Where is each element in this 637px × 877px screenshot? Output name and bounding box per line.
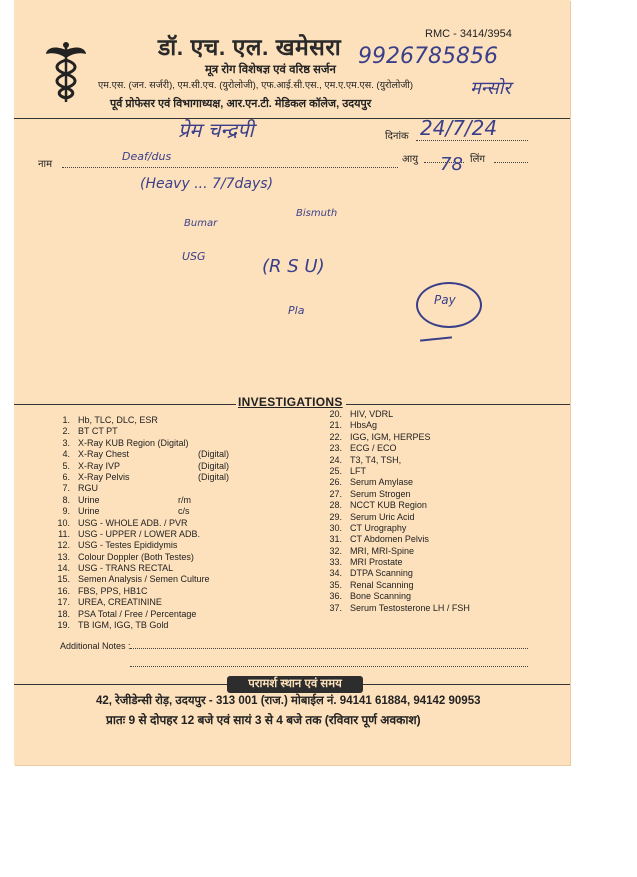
list-item: 30. CT Urography bbox=[329, 522, 407, 533]
sex-line bbox=[494, 162, 528, 163]
notes-line-1 bbox=[130, 648, 528, 649]
rmc-number: RMC - 3414/3954 bbox=[425, 28, 512, 40]
handwritten-age: 78 bbox=[440, 154, 463, 175]
handwritten-note-5: (R S U) bbox=[262, 256, 325, 277]
handwritten-note-4: USG bbox=[182, 250, 206, 263]
handwritten-note-6: Pla bbox=[288, 304, 305, 317]
list-item: 12. USG - Testes Epididymis bbox=[57, 540, 178, 551]
list-item: 14. USG - TRANS RECTAL bbox=[57, 563, 174, 574]
list-item: 34. DTPA Scanning bbox=[329, 568, 413, 579]
handwritten-place: मन्सोर bbox=[470, 78, 511, 99]
list-item: 9. Urine c/s bbox=[62, 506, 190, 517]
list-item: 36. Bone Scanning bbox=[329, 591, 412, 602]
notes-line-2 bbox=[130, 666, 528, 667]
sex-label: लिंग bbox=[470, 154, 485, 165]
list-item: 15. Semen Analysis / Semen Culture bbox=[57, 574, 210, 585]
list-item: 2. BT CT PT bbox=[62, 426, 118, 437]
list-item: 26. Serum Amylase bbox=[329, 477, 414, 488]
investigations-right-list bbox=[322, 409, 470, 614]
list-item: 7. RGU bbox=[62, 483, 98, 494]
list-item: 19. TB IGM, IGG, TB Gold bbox=[57, 620, 169, 631]
list-item: 31. CT Abdomen Pelvis bbox=[329, 534, 429, 545]
list-item: 32. MRI, MRI-Spine bbox=[329, 545, 415, 556]
list-item: 17. UREA, CREATININE bbox=[57, 597, 162, 608]
handwritten-note-3: Bumar bbox=[184, 218, 218, 229]
footer-rule-right bbox=[363, 684, 570, 685]
investigations-left-list bbox=[50, 415, 230, 631]
list-item: 33. MRI Prostate bbox=[329, 557, 403, 568]
consultation-banner: परामर्श स्थान एवं समय bbox=[227, 676, 363, 693]
list-item: 11. USG - UPPER / LOWER ADB. bbox=[58, 528, 201, 539]
list-item: 21. HbsAg bbox=[329, 420, 378, 431]
list-item: 25. LFT bbox=[329, 465, 367, 476]
additional-notes-label: Additional Notes : bbox=[60, 641, 131, 651]
handwritten-date: 24/7/24 bbox=[420, 116, 498, 140]
date-label: दिनांक bbox=[385, 131, 409, 142]
list-item: 23. ECG / ECO bbox=[329, 443, 397, 454]
name-label: नाम bbox=[38, 159, 53, 170]
age-label: आयु bbox=[402, 154, 419, 165]
list-item: 3. X-Ray KUB Region (Digital) bbox=[62, 437, 189, 448]
list-item: 10. USG - WHOLE ADB. / PVR bbox=[57, 517, 188, 528]
handwritten-name-scribble: Deaf/dus bbox=[122, 150, 172, 163]
footer-rule-left bbox=[14, 684, 227, 685]
name-line bbox=[62, 167, 398, 168]
investigations-rule-left bbox=[14, 404, 236, 405]
qualifications: एम.एस. (जन. सर्जरी), एम.सी.एच. (युरोलोजी), एफ.आई.सी.एस., एम.ए.एम.एस. (युरोलोजी) bbox=[98, 80, 414, 91]
handwritten-note-7: Pay bbox=[434, 293, 456, 307]
list-item: 1. Hb, TLC, DLC, ESR bbox=[62, 415, 158, 425]
list-item: 8. Urine r/m bbox=[62, 494, 191, 505]
clinic-address: 42, रेजीडेन्सी रोड़, उदयपुर - 313 001 (राज.) मोबाईल नं. 94141 61884, 94142 90953 bbox=[96, 695, 481, 707]
handwritten-phone: 9926785856 bbox=[358, 44, 498, 69]
list-item: 18. PSA Total / Free / Percentage bbox=[57, 608, 197, 619]
list-item: 13. Colour Doppler (Both Testes) bbox=[57, 551, 194, 562]
handwritten-note-1: (Heavy ... 7/7days) bbox=[140, 176, 274, 192]
date-line bbox=[416, 140, 528, 141]
handwritten-note-2: Bismuth bbox=[296, 208, 338, 219]
list-item: 6. X-Ray Pelvis (Digital) bbox=[62, 471, 230, 482]
list-item: 27. Serum Strogen bbox=[329, 488, 411, 499]
former-post: पूर्व प्रोफेसर एवं विभागाध्यक्ष, आर.एन.टी. मेडिकल कॉलेज, उदयपुर bbox=[110, 98, 372, 110]
caduceus-icon bbox=[44, 40, 88, 109]
clinic-hours: प्रातः 9 से दोपहर 12 बजे एवं सायं 3 से 4 बजे तक (रविवार पूर्ण अवकाश) bbox=[106, 713, 421, 727]
list-item: 35. Renal Scanning bbox=[329, 579, 414, 590]
investigations-heading: INVESTIGATIONS bbox=[238, 395, 343, 409]
list-item: 29. Serum Uric Acid bbox=[329, 511, 415, 522]
specialty: मूत्र रोग विशेषज्ञ एवं वरिष्ठ सर्जन bbox=[205, 64, 336, 76]
list-item: 24. T3, T4, TSH, bbox=[329, 454, 402, 465]
handwritten-patient-name: प्रेम चन्द्रपी bbox=[178, 118, 254, 142]
list-item: 20. HIV, VDRL bbox=[329, 409, 394, 419]
list-item: 37. Serum Testosterone LH / FSH bbox=[329, 602, 470, 613]
doctor-name: डॉ. एच. एल. खमेसरा bbox=[158, 34, 342, 60]
list-item: 28. NCCT KUB Region bbox=[329, 500, 427, 511]
list-item: 16. FBS, PPS, HB1C bbox=[57, 585, 148, 596]
list-item: 4. X-Ray Chest (Digital) bbox=[62, 449, 230, 460]
list-item: 22. IGG, IGM, HERPES bbox=[329, 431, 431, 442]
list-item: 5. X-Ray IVP (Digital) bbox=[62, 460, 230, 471]
investigations-rule-right bbox=[346, 404, 570, 405]
